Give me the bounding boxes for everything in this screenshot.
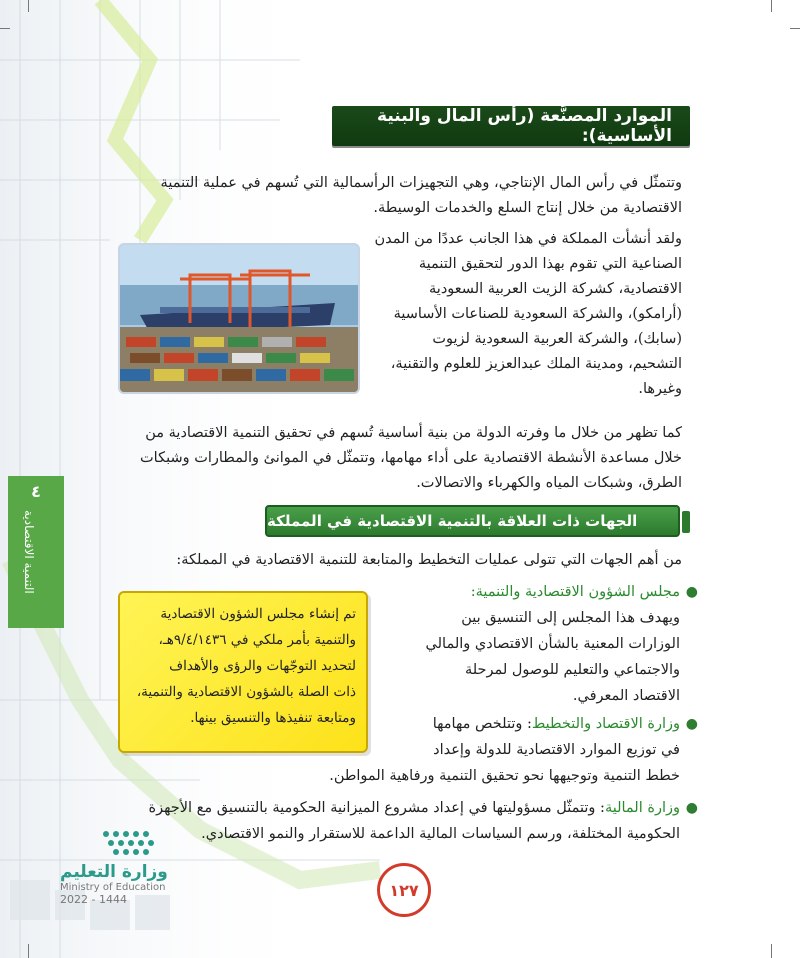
chapter-label: التنمية الاقتصادية [22, 510, 36, 594]
ministry-logo-icon [96, 826, 166, 860]
text-line: خلال مساعدة الأنشطة الاقتصادية على أداء مهامها، وتتمثّل في الموانئ والمطارات وشبكات [140, 450, 682, 466]
text-line: الاقتصادية من خلال إنتاج السلع والخدمات الوسيطة. [373, 200, 682, 216]
text-line: التشحيم، ومدينة الملك عبدالعزيز للعلوم والتقنية، [390, 356, 682, 372]
text-line: ذات الصلة بالشؤون الاقتصادية والتنمية، [136, 684, 356, 700]
info-note-box [118, 591, 368, 753]
intro-text: من أهم الجهات التي تتولى عمليات التخطيط والمتابعة للتنمية الاقتصادية في المملكة: [176, 552, 682, 568]
text-line: ويهدف هذا المجلس إلى التنسيق بين [461, 610, 680, 626]
text-line: (أرامكو)، والشركة السعودية للصناعات الأساسية [393, 306, 682, 322]
ministry-logo [60, 862, 190, 922]
text-line: (سابك)، والشركة العربية السعودية لزيوت [432, 331, 682, 347]
list-item-title: وزارة الاقتصاد والتخطيط [531, 716, 680, 732]
text-line: ولقد أنشأت المملكة في هذا الجانب عددًا من المدن [374, 231, 682, 247]
bullet-icon: ● [685, 584, 698, 600]
list-item [380, 579, 698, 709]
list-item-title: وزارة المالية [604, 800, 680, 816]
chapter-number: ٤ [31, 482, 41, 501]
text-line: وغيرها. [638, 381, 682, 397]
section-heading: الموارد المصنَّعة (رأس المال والبنية الأساسية): [377, 106, 672, 146]
text-line: : وتتمثّل مسؤوليتها في إعداد مشروع الميزانية الحكومية بالتنسيق مع الأجهزة [148, 800, 605, 816]
chapter-side-tab [8, 476, 64, 628]
section-heading: الجهات ذات العلاقة بالتنمية الاقتصادية في المملكة [267, 512, 638, 530]
list-item-title: مجلس الشؤون الاقتصادية والتنمية: [470, 584, 680, 600]
text-line: خطط التنمية وتوجيهها نحو تحقيق التنمية ورفاهية المواطن. [329, 768, 680, 784]
text-line: لتحديد التوجّهات والرؤى والأهداف [169, 658, 356, 674]
ministry-name-arabic: وزارة التعليم [60, 862, 168, 882]
text-line: في توزيع الموارد الاقتصادية للدولة وإعداد [433, 742, 680, 758]
text-line: الطرق، وشبكات المياه والكهرباء والاتصالات. [416, 475, 682, 491]
bullet-icon: ● [685, 716, 698, 732]
text-line: كما تظهر من خلال ما وفرته الدولة من بنية أساسية تُسهم في تحقيق التنمية الاقتصادية من [145, 425, 682, 441]
section-heading-banner [332, 106, 690, 146]
ministry-name-english: Ministry of Education [60, 882, 166, 893]
text-line: وتتمثّل في رأس المال الإنتاجي، وهي التجهيزات الرأسمالية التي تُسهم في عملية التنمية [160, 175, 682, 191]
list-item [110, 795, 698, 847]
text-line: : وتتلخص مهامها [432, 716, 532, 732]
text-line: الوزارات المعنية بالشأن الاقتصادي والمالي [425, 636, 680, 652]
text-line: الحكومية المختلفة، ورسم السياسات المالية الداعمة للاستقرار والنمو الاقتصادي. [201, 826, 680, 842]
text-line: تم إنشاء مجلس الشؤون الاقتصادية [160, 606, 356, 622]
bullet-icon: ● [685, 800, 698, 816]
paragraph [362, 227, 682, 402]
port-photo [118, 243, 360, 394]
section-heading-banner [265, 505, 680, 537]
paragraph [116, 421, 682, 496]
text-line: الصناعية التي تقوم بهذا الدور لتحقيق التنمية [418, 256, 682, 272]
text-line: ومتابعة تنفيذها والتنسيق بينها. [190, 710, 356, 726]
edition-year: 2022 - 1444 [60, 893, 127, 906]
text-line: الاقتصادية، كشركة الزيت العربية السعودية [429, 281, 682, 297]
text-line: والاجتماعي والتعليم للوصول لمرحلة [464, 662, 680, 678]
text-line: والتنمية بأمر ملكي في ٩/٤/١٤٣٦هـ، [158, 632, 356, 648]
text-line: الاقتصاد المعرفي. [572, 688, 680, 704]
paragraph [116, 171, 682, 221]
page-number: ١٢٧ [377, 863, 431, 917]
